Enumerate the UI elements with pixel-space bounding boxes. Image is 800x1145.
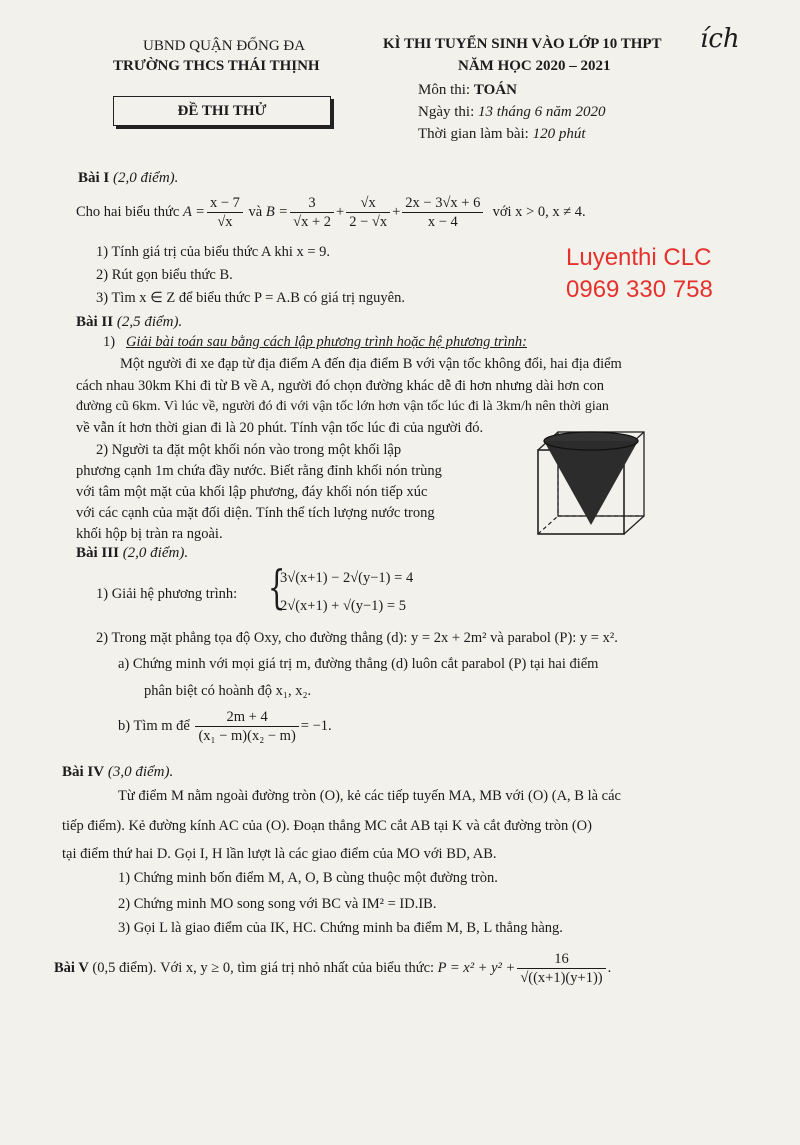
exam-type-box xyxy=(113,96,331,126)
bai4-points: (3,0 điểm). xyxy=(107,764,174,780)
date-row xyxy=(418,104,606,121)
bai3-heading xyxy=(76,545,188,562)
time-label: Thời gian làm bài: xyxy=(418,126,529,142)
B-t1-den: √x + 2 xyxy=(293,214,331,230)
bai2-q1-line1: Một người đi xe đạp từ địa điểm A đến địa điểm B với vận tốc không đổi, hai địa điểm xyxy=(120,356,622,372)
qb-rhs: = −1. xyxy=(300,718,332,734)
bai4-title: Bài IV xyxy=(62,764,105,780)
B-t3-den: x − 4 xyxy=(427,214,458,230)
school-year: NĂM HỌC 2020 – 2021 xyxy=(458,58,611,74)
bai5-row: Bài V (0,5 điểm). Với x, y ≥ 0, tìm giá trị nhỏ nhất của biểu thức: P = x² + y² + $\frac{16}{√((x+1)(y+1))}$ . xyxy=(54,951,612,986)
bai1-q1: 1) Tính giá trị của biểu thức A khi x = 9. xyxy=(96,244,331,260)
bai4-q2: 2) Chứng minh MO song song với BC và IM² = ID.IB. xyxy=(118,896,437,912)
bai2-q1-heading xyxy=(103,334,527,351)
date-value: 13 tháng 6 năm 2020 xyxy=(478,104,606,120)
bai4-q1: 1) Chứng minh bốn điểm M, A, O, B cùng thuộc một đường tròn. xyxy=(118,870,498,886)
bai5-title: Bài V xyxy=(54,960,89,976)
bai4-heading xyxy=(62,764,173,781)
bai1-points: (2,0 điểm). xyxy=(113,170,179,186)
qb-fraction xyxy=(195,708,298,745)
qb-num: 2m + 4 xyxy=(195,708,298,727)
bai1-title: Bài I xyxy=(78,170,110,186)
bai3-qa-line2: phân biệt có hoành độ x₁, x₂. xyxy=(144,683,312,699)
district-name: UBND QUẬN ĐỐNG ĐA xyxy=(143,38,306,54)
time-row xyxy=(418,126,586,143)
bai3-qb-label: b) Tìm m để xyxy=(118,718,190,734)
bai3-title: Bài III xyxy=(76,545,119,561)
bai2-q2-line4: với các cạnh của mặt đối diện. Tính thể tích lượng nước trong xyxy=(76,505,435,521)
subject-label: Môn thi: xyxy=(418,82,471,98)
bai2-q1-line2: cách nhau 30km Khi đi từ B về A, người đó chọn đường khác dễ đi hơn nhưng dài hơn con xyxy=(76,378,605,394)
exam-title: KÌ THI TUYỂN SINH VÀO LỚP 10 THPT xyxy=(383,36,662,52)
bai2-q1-label: 1) xyxy=(103,334,116,350)
bai4-line2: tiếp điểm). Kẻ đường kính AC của (O). Đoạn thẳng MC cắt AB tại K và cắt đường tròn (O) xyxy=(62,818,592,834)
bai3-q2: 2) Trong mặt phẳng tọa độ Oxy, cho đường thẳng (d): y = 2x + 2m² và parabol (P): y = x². xyxy=(96,630,618,646)
cube-cone-figure xyxy=(530,428,650,538)
system-eq2: 2√(x+1) + √(y−1) = 5 xyxy=(280,598,406,614)
A-fraction xyxy=(207,194,243,231)
bai5-den: √((x+1)(y+1)) xyxy=(520,970,603,986)
and-word: và xyxy=(248,204,263,220)
bai3-points: (2,0 điểm). xyxy=(122,545,189,561)
A-num: x − 7 xyxy=(207,194,243,213)
school-name: TRƯỜNG THCS THÁI THỊNH xyxy=(113,58,320,74)
system-eq1: 3√(x+1) − 2√(y−1) = 4 xyxy=(280,570,414,586)
bai5-expr: P = x² + y² + xyxy=(437,960,516,976)
bai2-points: (2,5 điểm). xyxy=(116,314,183,330)
subject-row xyxy=(418,82,517,99)
bai4-q3: 3) Gọi L là giao điểm của IK, HC. Chứng minh ba điểm M, B, L thẳng hàng. xyxy=(118,920,563,936)
A-eq: A = xyxy=(182,204,205,220)
bai2-q1-line3: đường cũ 6km. Vì lúc về, người đó đi với vận tốc lớn hơn vận tốc lúc đi là 3km/h nên thời gian xyxy=(76,399,609,414)
B-t2-num: √x xyxy=(346,194,390,213)
B-term1 xyxy=(290,194,334,231)
handwritten-mark: ích xyxy=(700,24,740,54)
brace: { xyxy=(267,560,286,614)
bai1-expression: Cho hai biểu thức A = $\frac{x - 7}{√x}$ và B = $\frac{3}{√x + 2}$ + $\frac{√x}{2 - √x}$ + $\frac{2x - 3√x + 6}{x - 4}$ với x > 0, x ≠ 4. xyxy=(76,195,586,230)
bai2-q1-title: Giải bài toán sau bằng cách lập phương trình hoặc hệ phương trình: xyxy=(125,334,527,350)
watermark-name: Luyenthi CLC xyxy=(566,244,712,271)
watermark-phone: 0969 330 758 xyxy=(566,276,713,303)
bai2-q1-line4: về vẫn ít hơn thời gian đi là 20 phút. Tính vận tốc lúc đi của người đó. xyxy=(76,420,484,436)
bai5-points: (0,5 điểm). xyxy=(92,960,157,976)
time-value: 120 phút xyxy=(532,126,586,142)
bai1-q3: 3) Tìm x ∈ Z để biểu thức P = A.B có giá trị nguyên. xyxy=(96,290,405,306)
B-t1-num: 3 xyxy=(290,194,334,213)
bai1-q2: 2) Rút gọn biểu thức B. xyxy=(96,267,233,283)
bai1-heading xyxy=(78,170,178,187)
bai3-qb xyxy=(118,708,332,745)
bai3-q1-label: 1) Giải hệ phương trình: xyxy=(96,586,238,602)
A-den: √x xyxy=(217,214,233,230)
bai2-heading xyxy=(76,314,182,331)
bai1-condition: với x > 0, x ≠ 4. xyxy=(492,204,586,220)
exam-type-label: ĐỀ THI THỬ xyxy=(177,103,267,119)
qb-den: (x₁ − m)(x₂ − m) xyxy=(198,728,296,744)
bai4-line1: Từ điểm M nằm ngoài đường tròn (O), kẻ các tiếp tuyến MA, MB với (O) (A, B là các xyxy=(118,788,621,804)
B-eq: B = xyxy=(265,204,289,220)
B-term3 xyxy=(402,194,483,231)
B-term2 xyxy=(346,194,390,231)
bai5-text: Với x, y ≥ 0, tìm giá trị nhỏ nhất của biểu thức: xyxy=(160,960,435,976)
bai3-qa-line1: a) Chứng minh với mọi giá trị m, đường thẳng (d) luôn cắt parabol (P) tại hai điểm xyxy=(118,656,599,672)
bai5-num: 16 xyxy=(517,950,605,969)
subject-value: TOÁN xyxy=(473,82,517,98)
bai2-q2-line5: khối hộp bị tràn ra ngoài. xyxy=(76,526,223,542)
date-label: Ngày thi: xyxy=(418,104,475,120)
bai5-fraction xyxy=(517,950,605,987)
B-t3-num: 2x − 3√x + 6 xyxy=(402,194,483,213)
bai2-q2-line2: phương cạnh 1m chứa đầy nước. Biết rằng đỉnh khối nón trùng xyxy=(76,463,442,479)
bai2-q2-line1: 2) Người ta đặt một khối nón vào trong một khối lập xyxy=(96,442,402,458)
bai1-intro: Cho hai biểu thức xyxy=(76,204,180,220)
bai2-q2-line3: với tâm một mặt của khối lập phương, đáy khối nón tiếp xúc xyxy=(76,484,428,500)
bai4-line3: tại điểm thứ hai D. Gọi I, H lần lượt là các giao điểm của MO với BD, AB. xyxy=(62,846,497,862)
B-t2-den: 2 − √x xyxy=(349,214,388,230)
bai2-title: Bài II xyxy=(76,314,114,330)
